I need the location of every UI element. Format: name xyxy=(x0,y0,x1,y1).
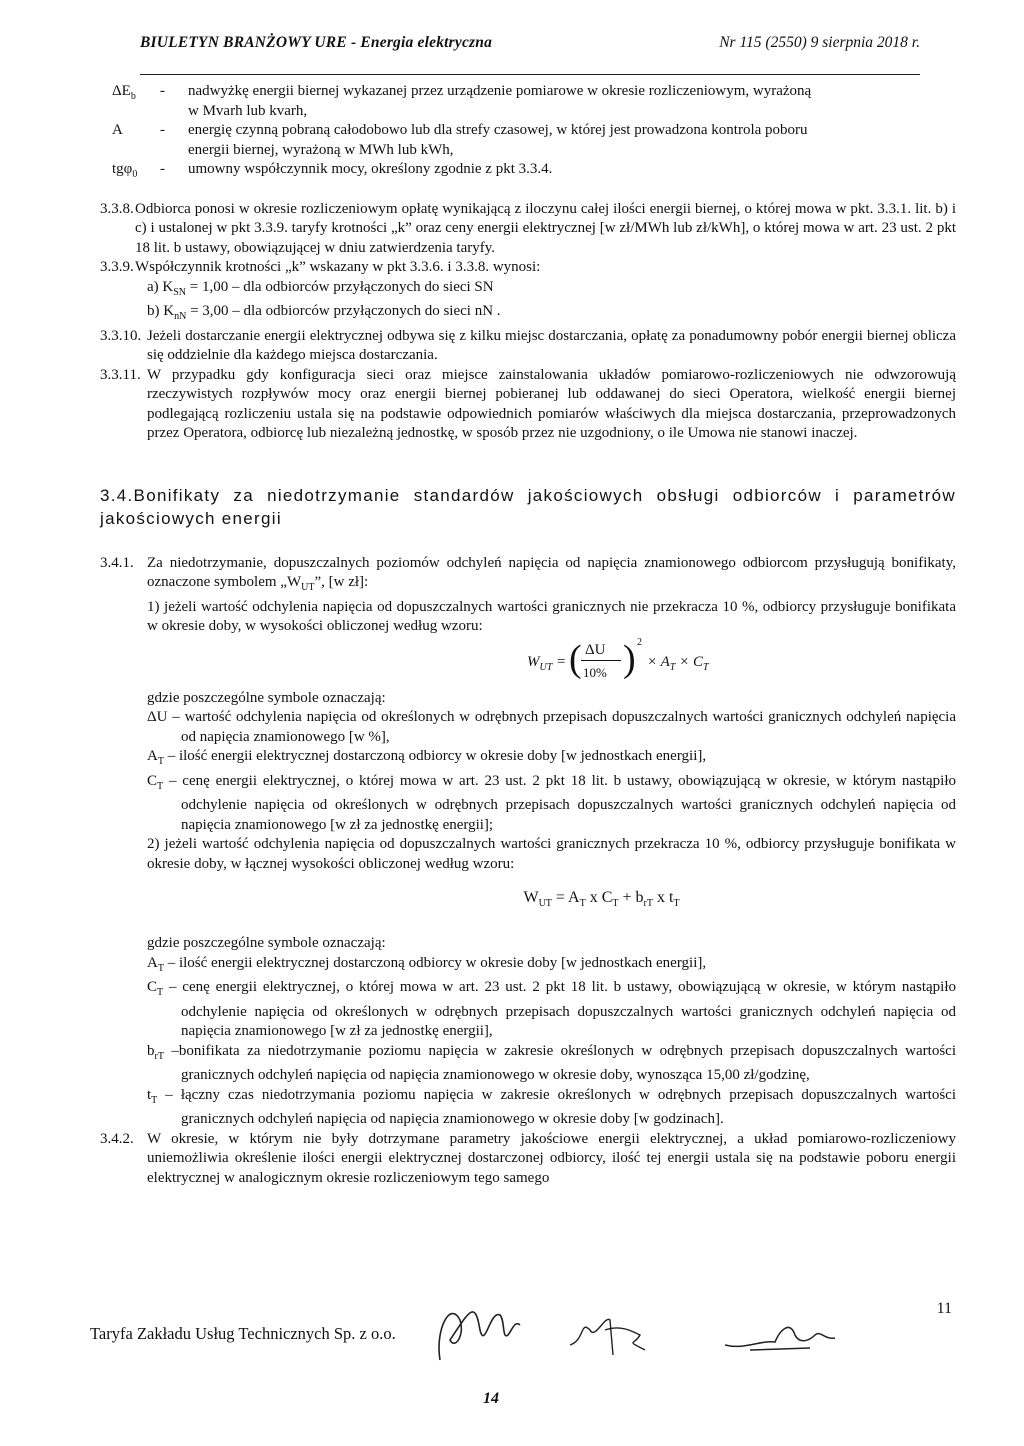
paragraph-3-3-8 xyxy=(100,200,956,259)
paragraph-3-3-11 xyxy=(100,366,956,444)
symbols-intro: gdzie poszczególne symbole oznaczają: xyxy=(147,689,386,706)
symbol-subscript: b xyxy=(130,91,136,102)
definition-text: nadwyżkę energii biernej wykazanej przez urządzenie pomiarowe w okresie rozliczeniowym, wyrażoną xyxy=(188,83,812,99)
symbol-name: tgφ xyxy=(112,161,133,177)
document-body xyxy=(100,82,956,1188)
list-item-1: 1) jeżeli wartość odchylenia napięcia od dopuszczalnych wartości granicznych nie przekracza 10 %, odbiorcy przysługuje bonifikata w okresie doby, w wysokości obliczonej według wzoru: xyxy=(147,598,956,634)
formula-exponent: 2 xyxy=(637,636,642,648)
symbol-c-t-2: $C_T$ – cenę energii elektrycznej, o której mowa w art. 23 ust. 2 pkt 18 lit. b ustawy, obowiązującą w okresie, w którym nastąpiło odchylenie napięcia od określonych w odrębnych przepisach dopuszczalnych wartości granicznych odchyleń napięcia od napięcia znamionowego [w zł za jednostkę energii], xyxy=(147,979,956,1039)
paragraph-text: W przypadku gdy konfiguracja sieci oraz miejsce zainstalowania układów pomiarowo-rozliczeniowych nie odwzorowują rzeczywistych rozpływów mocy oraz energii biernej pobieranej lub oddawanej do sieci Operatora, wielkość energii biernej podlegającą rozliczeniu ustala się na podstawie odpowiednich pomiarów właściwych dla miejsca dostarczania, przeprowadzonych przez Operatora, odbiorcę lub niezależną jednostkę, w sposób przez nie uzgodniony, o ile Umowa nie stanowi inaczej. xyxy=(147,366,956,441)
symbol-b-rt: $b_{rT}$ –bonifikata za niedotrzymanie poziomu napięcia w zakresie określonych w odrębnych przepisach dopuszczalnych wartości granicznych odchyleń napięcia od napięcia znamionowego w okresie doby, wynosząca 15,00 zł/godzinę, xyxy=(147,1042,956,1083)
header-issue-date: Nr 115 (2550) 9 sierpnia 2018 r. xyxy=(719,34,920,51)
paragraph-number: 3.3.10. xyxy=(100,327,142,344)
paragraph-text: Jeżeli dostarczanie energii elektrycznej odbywa się z kilku miejsc dostarczania, opłatę za ponadumowny pobór energii biernej oblicza się oddzielnie dla każdego miejsca dostarczania. xyxy=(147,327,956,363)
symbol-a-t: $A_T$ – ilość energii elektrycznej dostarczoną odbiorcy w okresie doby [w jednostkach energii], xyxy=(147,748,707,767)
paragraph-text: Odbiorca ponosi w okresie rozliczeniowym opłatę wynikającą z iloczynu całej ilości energii biernej, o której mowa w pkt. 3.3.1. lit. b) i c) i ustalonej w pkt 3.3.9. taryfy krotności „k” oraz ceny energii elektrycznej [w zł/MWh lub zł/kWh], o której mowa w art. 23 ust. 2 pkt 18 lit. b ustawy, obowiązującej w dniu zatwierdzenia taryfy. xyxy=(135,200,956,256)
paragraph-3-3-10 xyxy=(100,327,956,366)
definition-text-cont: energii biernej, wyrażoną w MWh lub kWh, xyxy=(188,141,454,158)
symbols-intro-2: gdzie poszczególne symbole oznaczają: xyxy=(147,935,386,951)
paragraph-number: 3.3.8. xyxy=(100,200,134,217)
list-item-a: a) $K_{SN} = 1,00$ – dla odbiorców przyłączonych do sieci SN xyxy=(147,278,494,298)
list-item-b: b) $K_{nN} = 3,00$ – dla odbiorców przyłączonych do sieci nN . xyxy=(147,303,501,322)
signature-1 xyxy=(430,1290,530,1370)
definition-text: energię czynną pobraną całodobowo lub dla strefy czasowej, w której jest prowadzona kontrola poboru xyxy=(188,122,808,138)
formula-bonus-gt-10: $W_{UT} = A_T$ x $C_T + b_{rT}$ x $t_T$ xyxy=(523,889,680,910)
footer-company: Taryfa Zakładu Usług Technicznych Sp. z o.o. xyxy=(90,1324,396,1343)
section-heading-3-4 xyxy=(100,484,956,530)
paragraph-text: W okresie, w którym nie były dotrzymane parametry jakościowe energii elektrycznej, a układ pomiarowo-rozliczeniowy uniemożliwia określenie ilości energii elektrycznej dostarczonej odbiorcy, ilość tej energii ustala się na podstawie poboru energii elektrycznej w analogicznym okresie rozliczeniowym tego samego xyxy=(147,1130,956,1186)
formula-bonus-le-10: $W_{UT}$ = ( ΔU 10% ) 2 × $A_T \times C_T$ xyxy=(527,637,956,689)
symbol-name: ΔE xyxy=(112,83,131,99)
formula-numerator: ΔU xyxy=(585,641,606,658)
bulletin-page-number: 14 xyxy=(483,1390,499,1407)
signature-2 xyxy=(565,1300,655,1360)
paragraph-number: 3.4.1. xyxy=(100,554,134,571)
paragraph-3-3-9 xyxy=(100,258,956,327)
symbol-a-t-2: $A_T$ – ilość energii elektrycznej dostarczoną odbiorcy w okresie doby [w jednostkach energii], xyxy=(147,954,707,974)
paragraph-intro: Za niedotrzymanie, dopuszczalnych poziomów odchyleń napięcia od napięcia znamionowego odbiorcom przysługują bonifikaty, oznaczone symbolem $„W_{UT}$”, [w zł]: xyxy=(147,554,956,593)
paragraph-text: Współczynnik krotności „k” wskazany w pkt 3.3.6. i 3.3.8. wynosi: xyxy=(135,259,541,275)
formula-denominator: 10% xyxy=(583,664,607,680)
symbol-name: A xyxy=(112,122,123,138)
symbol-subscript: 0 xyxy=(132,169,138,180)
symbol-definitions xyxy=(100,82,956,180)
definition-text: umowny współczynnik mocy, określony zgodnie z pkt 3.3.4. xyxy=(188,161,553,177)
definition-tg-phi: tgφ$_0$ - umowny współczynnik mocy, określony zgodnie z pkt 3.3.4. xyxy=(100,160,956,180)
symbol-delta-u: ΔU – wartość odchylenia napięcia od określonych w odrębnych przepisach dopuszczalnych wartości granicznych odchyleń napięcia od napięcia znamionowego [w %], xyxy=(147,709,956,745)
paragraph-number: 3.3.11. xyxy=(100,366,141,383)
footer-page-number: 11 xyxy=(936,1300,952,1317)
header-bulletin-title: BIULETYN BRANŻOWY URE - Energia elektryczna xyxy=(140,34,493,51)
list-item-2: 2) jeżeli wartość odchylenia napięcia od dopuszczalnych wartości granicznych przekracza 10 %, odbiorcy przysługuje bonifikata w okresie doby, w łącznej wysokości obliczonej według wzoru: xyxy=(147,836,956,872)
paragraph-number: 3.4.2. xyxy=(100,1130,134,1147)
symbol-c-t: $C_T$ – cenę energii elektrycznej, o której mowa w art. 23 ust. 2 pkt 18 lit. b ustawy, obowiązującą w okresie, w którym nastąpiło odchylenie napięcia od określonych w odrębnych przepisach dopuszczalnych wartości granicznych odchyleń napięcia od napięcia znamionowego [w zł za jednostkę energii]; xyxy=(147,772,956,833)
definition-delta-eb: $\Delta E_b$ - nadwyżkę energii biernej wykazanej przez urządzenie pomiarowe w okresie rozliczeniowym, wyrażoną w Mvarh lub kvarh, xyxy=(100,82,956,121)
page-header xyxy=(140,34,920,62)
paragraph-3-4-2 xyxy=(100,1130,956,1189)
paragraph-number: 3.3.9. xyxy=(100,259,134,275)
section-heading-line: 3.4.Bonifikaty za niedotrzymanie standardów jakościowych obsługi odbiorców i parametrów xyxy=(100,485,956,505)
signature-3 xyxy=(720,1310,840,1360)
definition-text-cont: w Mvarh lub kvarh, xyxy=(188,102,308,119)
header-rule xyxy=(140,74,920,75)
paragraph-3-4-1 xyxy=(100,554,956,1130)
symbol-t-t: $t_T$ – łączny czas niedotrzymania poziomu napięcia w zakresie określonych w odrębnych przepisach dopuszczalnych wartości granicznych odchyleń napięcia od napięcia znamionowego w okresie doby [w godzinach]. xyxy=(147,1086,956,1127)
section-heading-line: jakościowych energii xyxy=(100,508,282,528)
definition-a: A - energię czynną pobraną całodobowo lub dla strefy czasowej, w której jest prowadzona kontrola poboru energii biernej, wyrażoną w MWh lub kWh, xyxy=(100,121,956,160)
